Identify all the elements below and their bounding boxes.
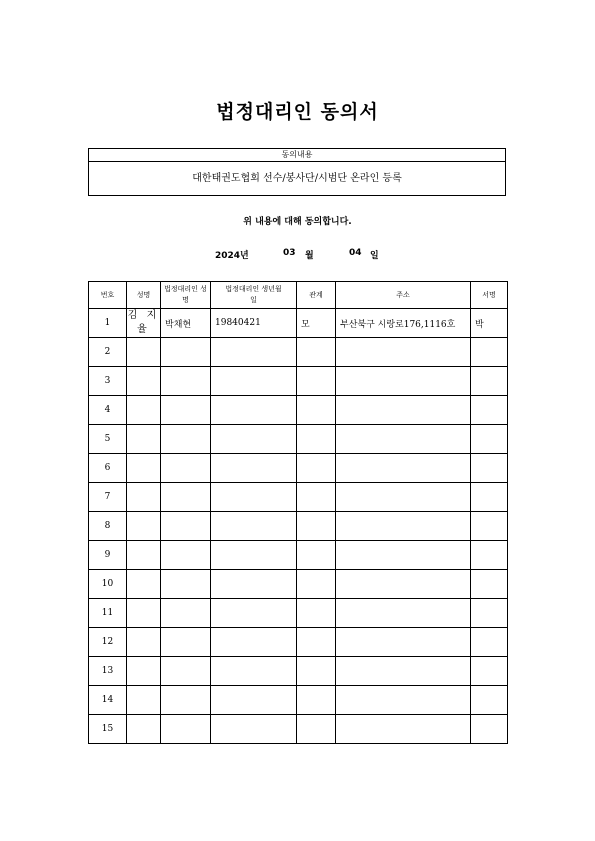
signature-cell bbox=[471, 454, 508, 483]
address-cell bbox=[336, 454, 471, 483]
date-month-value: 03 bbox=[283, 248, 296, 258]
signature-cell bbox=[471, 512, 508, 541]
member-name-cell bbox=[127, 715, 161, 744]
guardian-birthdate-cell bbox=[211, 628, 297, 657]
guardian-name-cell bbox=[161, 425, 211, 454]
guardian-name-cell bbox=[161, 338, 211, 367]
table-row bbox=[89, 512, 508, 541]
relation-cell bbox=[297, 512, 336, 541]
member-name-cell bbox=[127, 599, 161, 628]
table-row bbox=[89, 541, 508, 570]
address-cell bbox=[336, 338, 471, 367]
table-row bbox=[89, 483, 508, 512]
date-day-unit: 일 bbox=[370, 251, 379, 261]
member-name-cell bbox=[127, 367, 161, 396]
address-cell bbox=[336, 599, 471, 628]
row-number-cell: 4 bbox=[89, 396, 127, 425]
guardian-name-cell bbox=[161, 367, 211, 396]
document-title: 법정대리인 동의서 bbox=[216, 101, 379, 123]
signature-cell bbox=[471, 483, 508, 512]
guardian-name-cell bbox=[161, 686, 211, 715]
address-cell bbox=[336, 657, 471, 686]
relation-cell: 모 bbox=[297, 309, 336, 338]
row-number-cell: 11 bbox=[89, 599, 127, 628]
signature-cell bbox=[471, 628, 508, 657]
guardian-birthdate-cell bbox=[211, 454, 297, 483]
member-name-cell bbox=[127, 338, 161, 367]
member-name-cell bbox=[127, 657, 161, 686]
member-name-cell bbox=[127, 396, 161, 425]
guardian-birthdate-cell bbox=[211, 512, 297, 541]
consent-box bbox=[88, 148, 506, 196]
signature-cell: 박 bbox=[471, 309, 508, 338]
agreement-statement: 위 내용에 대해 동의합니다. bbox=[243, 217, 352, 227]
relation-cell bbox=[297, 396, 336, 425]
signature-cell bbox=[471, 599, 508, 628]
table-row bbox=[89, 367, 508, 396]
address-cell bbox=[336, 686, 471, 715]
table-header-row bbox=[89, 282, 508, 309]
address-cell bbox=[336, 367, 471, 396]
member-name-cell bbox=[127, 512, 161, 541]
guardian-name-cell bbox=[161, 512, 211, 541]
row-number-cell: 3 bbox=[89, 367, 127, 396]
guardian-birthdate-cell bbox=[211, 396, 297, 425]
row-number-cell: 8 bbox=[89, 512, 127, 541]
relation-cell bbox=[297, 541, 336, 570]
row-number-cell: 7 bbox=[89, 483, 127, 512]
signature-cell bbox=[471, 657, 508, 686]
signature-cell bbox=[471, 338, 508, 367]
guardian-name-cell bbox=[161, 599, 211, 628]
signature-cell bbox=[471, 570, 508, 599]
member-name-cell bbox=[127, 686, 161, 715]
table-row bbox=[89, 396, 508, 425]
guardian-birthdate-cell bbox=[211, 425, 297, 454]
row-number-cell: 1 bbox=[89, 309, 127, 338]
relation-cell bbox=[297, 425, 336, 454]
signature-cell bbox=[471, 396, 508, 425]
relation-cell bbox=[297, 338, 336, 367]
guardian-birthdate-cell bbox=[211, 570, 297, 599]
header-guardian-birthdate: 법정대리인 생년월일 bbox=[211, 282, 297, 309]
address-cell bbox=[336, 541, 471, 570]
relation-cell bbox=[297, 599, 336, 628]
row-number-cell: 14 bbox=[89, 686, 127, 715]
consent-text: 대한태권도협회 선수/봉사단/시범단 온라인 등록 bbox=[192, 173, 402, 184]
address-cell bbox=[336, 425, 471, 454]
member-name-cell bbox=[127, 628, 161, 657]
signature-cell bbox=[471, 715, 508, 744]
table-row bbox=[89, 686, 508, 715]
guardian-name-cell bbox=[161, 483, 211, 512]
address-cell bbox=[336, 628, 471, 657]
table-row bbox=[89, 657, 508, 686]
address-cell bbox=[336, 512, 471, 541]
row-number-cell: 15 bbox=[89, 715, 127, 744]
address-cell bbox=[336, 570, 471, 599]
table-row bbox=[89, 454, 508, 483]
guardian-birthdate-cell bbox=[211, 541, 297, 570]
header-name: 성명 bbox=[127, 282, 161, 309]
table-row bbox=[89, 309, 508, 338]
relation-cell bbox=[297, 657, 336, 686]
guardian-name-cell bbox=[161, 715, 211, 744]
address-cell: 부산북구 시랑로176,1116호 bbox=[336, 309, 471, 338]
guardian-name-cell bbox=[161, 628, 211, 657]
consent-header: 동의내용 bbox=[89, 149, 505, 162]
row-number-cell: 5 bbox=[89, 425, 127, 454]
guardian-birthdate-cell bbox=[211, 686, 297, 715]
relation-cell bbox=[297, 686, 336, 715]
relation-cell bbox=[297, 715, 336, 744]
row-number-cell: 10 bbox=[89, 570, 127, 599]
signature-cell bbox=[471, 686, 508, 715]
guardian-birthdate-cell: 19840421 bbox=[211, 309, 297, 338]
member-name-cell bbox=[127, 483, 161, 512]
row-number-cell: 9 bbox=[89, 541, 127, 570]
guardian-name-cell bbox=[161, 570, 211, 599]
date-month-unit: 월 bbox=[305, 251, 314, 261]
relation-cell bbox=[297, 454, 336, 483]
guardian-name-cell bbox=[161, 454, 211, 483]
row-number-cell: 2 bbox=[89, 338, 127, 367]
row-number-cell: 6 bbox=[89, 454, 127, 483]
header-number: 번호 bbox=[89, 282, 127, 309]
relation-cell bbox=[297, 483, 336, 512]
relation-cell bbox=[297, 367, 336, 396]
guardian-name-cell bbox=[161, 657, 211, 686]
header-signature: 서명 bbox=[471, 282, 508, 309]
table-row bbox=[89, 338, 508, 367]
member-name-cell bbox=[127, 425, 161, 454]
signature-cell bbox=[471, 367, 508, 396]
guardian-name-cell bbox=[161, 396, 211, 425]
member-name-cell bbox=[127, 541, 161, 570]
row-number-cell: 13 bbox=[89, 657, 127, 686]
signature-cell bbox=[471, 541, 508, 570]
guardian-birthdate-cell bbox=[211, 599, 297, 628]
date-day-value: 04 bbox=[349, 248, 362, 258]
table-row bbox=[89, 599, 508, 628]
guardian-birthdate-cell bbox=[211, 338, 297, 367]
address-cell bbox=[336, 483, 471, 512]
address-cell bbox=[336, 715, 471, 744]
address-cell bbox=[336, 396, 471, 425]
date-year: 2024년 bbox=[215, 251, 249, 261]
guardian-name-cell bbox=[161, 541, 211, 570]
row-number-cell: 12 bbox=[89, 628, 127, 657]
member-name-cell bbox=[127, 454, 161, 483]
guardian-birthdate-cell bbox=[211, 367, 297, 396]
signature-cell bbox=[471, 425, 508, 454]
table-row bbox=[89, 570, 508, 599]
table-row bbox=[89, 628, 508, 657]
relation-cell bbox=[297, 628, 336, 657]
guardian-birthdate-cell bbox=[211, 483, 297, 512]
header-guardian-name: 법정대리인 성명 bbox=[161, 282, 211, 309]
member-name-cell bbox=[127, 570, 161, 599]
guardian-birthdate-cell bbox=[211, 657, 297, 686]
member-name-cell: 김 지 율 bbox=[127, 309, 161, 338]
table-row bbox=[89, 425, 508, 454]
guardian-table bbox=[88, 281, 508, 744]
relation-cell bbox=[297, 570, 336, 599]
guardian-name-cell: 박채현 bbox=[161, 309, 211, 338]
header-address: 주소 bbox=[336, 282, 471, 309]
header-relation: 관계 bbox=[297, 282, 336, 309]
guardian-birthdate-cell bbox=[211, 715, 297, 744]
table-row bbox=[89, 715, 508, 744]
